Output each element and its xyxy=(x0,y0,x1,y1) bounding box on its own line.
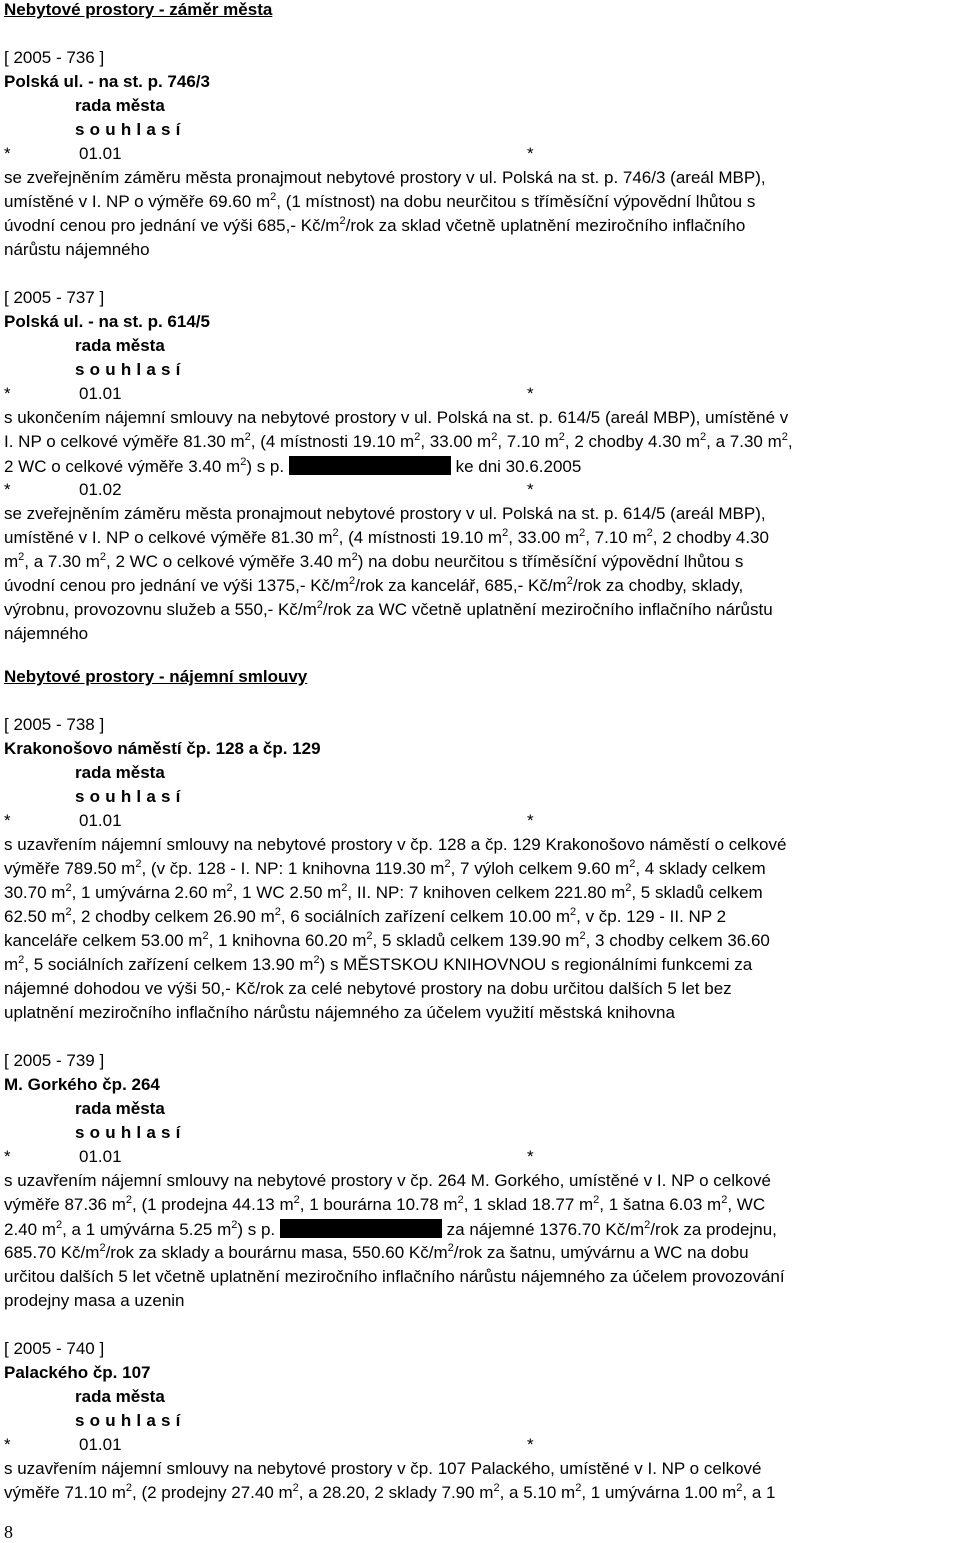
star-marker: * xyxy=(527,1147,534,1166)
text-line: uplatnění meziročního inflačního nárůstu nájemného za účelem využití městská knihovna xyxy=(4,1003,675,1022)
resolution-title-737: Polská ul. - na st. p. 614/5 xyxy=(4,312,210,331)
resolution-title-739: M. Gorkého čp. 264 xyxy=(4,1075,160,1094)
item-code-row xyxy=(4,811,534,831)
item-code: 01.02 xyxy=(79,480,122,499)
section-heading-smlouvy: Nebytové prostory - nájemní smlouvy xyxy=(4,667,308,686)
resolution-number-739: [ 2005 - 739 ] xyxy=(4,1051,105,1070)
text-line: výrobnu, provozovnu služeb a 550,- $Kč/m^2$/rok za WC včetně uplatnění meziročního inflačního nárůstu xyxy=(4,599,773,619)
page-number: 8 xyxy=(4,1522,13,1542)
star-marker: * xyxy=(4,1147,11,1166)
text-line: se zveřejněním záměru města pronajmout nebytové prostory v ul. Polská na st. p. 746/3 (areál MBP), xyxy=(4,168,766,187)
agrees-label: souhlasí xyxy=(75,1411,186,1430)
item-code: 01.01 xyxy=(79,1147,122,1166)
resolution-number-738: [ 2005 - 738 ] xyxy=(4,715,105,734)
star-marker: * xyxy=(4,1435,11,1454)
text-line: výměře 71.10 $m^2$, (2 prodejny 27.40 $m^2$, a 28.20, 2 sklady 7.90 $m^2$, a 5.10 $m^2$, 1 umývárna 1.00 $m^2$, a 1 xyxy=(4,1482,776,1502)
text-line: 2.40 $m^2$, a 1 umývárna 5.25 $m^2$) s p. za nájemné 1376.70 $Kč/m^2$/rok za prodejnu, xyxy=(4,1219,777,1239)
text-line: úvodní cenou pro jednání ve výši 685,- $Kč/m^2$/rok za sklad včetně uplatnění meziročního inflačního xyxy=(4,215,746,235)
text-line: 2 WC o celkové výměře 3.40 $m^2$) s p. ke dni 30.6.2005 xyxy=(4,456,582,476)
item-code-row xyxy=(4,480,534,500)
text-line: s uzavřením nájemní smlouvy na nebytové prostory v čp. 107 Palackého, umístěné v I. NP o celkové xyxy=(4,1459,762,1478)
text-line: úvodní cenou pro jednání ve výši 1375,- $Kč/m^2$/rok za kancelář, 685,- $Kč/m^2$/rok za chodby, sklady, xyxy=(4,575,744,595)
star-marker: * xyxy=(527,384,534,403)
text-line: s uzavřením nájemní smlouvy na nebytové prostory v čp. 128 a čp. 129 Krakonošovo náměstí o celkové xyxy=(4,835,787,854)
text-line: nájemného xyxy=(4,624,89,643)
redaction-bar xyxy=(280,1219,442,1238)
section-heading-zamer: Nebytové prostory - záměr města xyxy=(4,0,273,19)
text-line: určitou dalších 5 let včetně uplatnění meziročního inflačního nárůstu nájemného za účelem provozování xyxy=(4,1267,785,1286)
text-line: kanceláře celkem 53.00 $m^2$, 1 knihovna 60.20 $m^2$, 5 skladů celkem 139.90 $m^2$, 3 chodby celkem 36.60 xyxy=(4,930,770,950)
redaction-bar xyxy=(289,456,451,475)
agrees-label: souhlasí xyxy=(75,1123,186,1142)
council-label: rada města xyxy=(75,1387,165,1406)
item-code: 01.01 xyxy=(79,384,122,403)
council-label: rada města xyxy=(75,96,165,115)
star-marker: * xyxy=(4,811,11,830)
item-code-row xyxy=(4,1435,534,1455)
star-marker: * xyxy=(4,144,11,163)
council-label: rada města xyxy=(75,1099,165,1118)
agrees-label: souhlasí xyxy=(75,787,186,806)
item-code-row xyxy=(4,144,534,164)
star-marker: * xyxy=(4,384,11,403)
resolution-title-740: Palackého čp. 107 xyxy=(4,1363,151,1382)
text-line: nájemné dohodou ve výši 50,- Kč/rok za celé nebytové prostory na dobu určitou dalších 5 let bez xyxy=(4,979,732,998)
text-line: I. NP o celkové výměře 81.30 $m^2$, (4 místnosti 19.10 $m^2$, 33.00 $m^2$, 7.10 $m^2$, 2 chodby 4.30 $m^2$, a 7.30 $m^2$, xyxy=(4,431,793,451)
item-code: 01.01 xyxy=(79,811,122,830)
resolution-title-738: Krakonošovo náměstí čp. 128 a čp. 129 xyxy=(4,739,321,758)
text-line: se zveřejněním záměru města pronajmout nebytové prostory v ul. Polská na st. p. 614/5 (areál MBP), xyxy=(4,504,766,523)
text-line: 30.70 $m^2$, 1 umývárna 2.60 $m^2$, 1 WC 2.50 $m^2$, II. NP: 7 knihoven celkem 221.80 $m^2$, 5 skladů celkem xyxy=(4,882,763,902)
star-marker: * xyxy=(527,1435,534,1454)
star-marker: * xyxy=(527,480,534,499)
text-line: umístěné v I. NP o celkové výměře 81.30 $m^2$, (4 místnosti 19.10 $m^2$, 33.00 $m^2$, 7.10 $m^2$, 2 chodby 4.30 xyxy=(4,527,770,547)
resolution-number-736: [ 2005 - 736 ] xyxy=(4,48,105,67)
text-line: výměře 87.36 $m^2$, (1 prodejna 44.13 $m^2$, 1 bourárna 10.78 $m^2$, 1 sklad 18.77 $m^2$, 1 šatna 6.03 $m^2$, WC xyxy=(4,1194,766,1214)
star-marker: * xyxy=(4,480,11,499)
text-line: nárůstu nájemného xyxy=(4,240,150,259)
resolution-title-736: Polská ul. - na st. p. 746/3 xyxy=(4,72,210,91)
text-line: výměře 789.50 $m^2$, (v čp. 128 - I. NP: 1 knihovna 119.30 $m^2$, 7 výloh celkem 9.60 $m^2$, 4 sklady celkem xyxy=(4,858,766,878)
council-label: rada města xyxy=(75,336,165,355)
text-line: umístěné v I. NP o výměře 69.60 $m^2$, (1 místnost) na dobu neurčitou s tříměsíční výpovědní lhůtou s xyxy=(4,191,756,211)
item-code-row xyxy=(4,1147,534,1167)
text-line: $m^2$, 5 sociálních zařízení celkem 13.90 $m^2$) s MĚSTSKOU KNIHOVNOU s regionálními funkcemi za xyxy=(4,954,753,974)
council-label: rada města xyxy=(75,763,165,782)
resolution-number-737: [ 2005 - 737 ] xyxy=(4,288,105,307)
item-code: 01.01 xyxy=(79,1435,122,1454)
star-marker: * xyxy=(527,811,534,830)
resolution-number-740: [ 2005 - 740 ] xyxy=(4,1339,105,1358)
item-code: 01.01 xyxy=(79,144,122,163)
text-line: prodejny masa a uzenin xyxy=(4,1291,185,1310)
text-line: s ukončením nájemní smlouvy na nebytové prostory v ul. Polská na st. p. 614/5 (areál MBP), umístěné v xyxy=(4,408,789,427)
text-line: 685.70 $Kč/m^2$/rok za sklady a bourárnu masa, 550.60 $Kč/m^2$/rok za šatnu, umývárnu a WC na dobu xyxy=(4,1242,749,1262)
agrees-label: souhlasí xyxy=(75,120,186,139)
text-line: 62.50 $m^2$, 2 chodby celkem 26.90 $m^2$, 6 sociálních zařízení celkem 10.00 $m^2$, v čp. 129 - II. NP 2 xyxy=(4,906,727,926)
text-line: s uzavřením nájemní smlouvy na nebytové prostory v čp. 264 M. Gorkého, umístěné v I. NP o celkové xyxy=(4,1171,771,1190)
agrees-label: souhlasí xyxy=(75,360,186,379)
star-marker: * xyxy=(527,144,534,163)
item-code-row xyxy=(4,384,534,404)
text-line: $m^2$, a 7.30 $m^2$, 2 WC o celkové výměře 3.40 $m^2$) na dobu neurčitou s tříměsíční výpovědní lhůtou s xyxy=(4,551,744,571)
